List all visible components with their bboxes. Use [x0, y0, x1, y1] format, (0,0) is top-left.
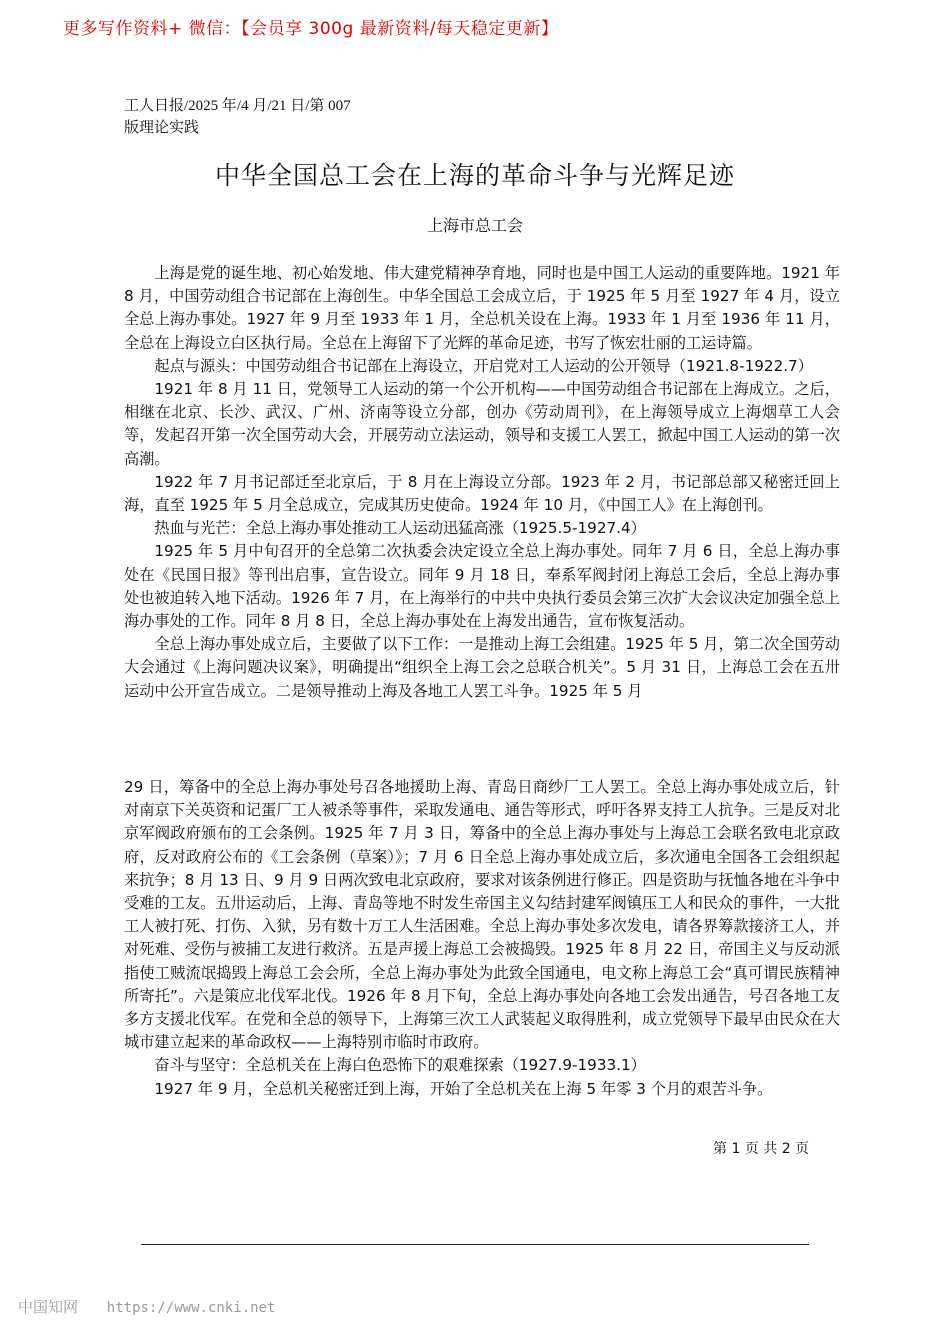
- article-author: 上海市总工会: [426, 216, 523, 235]
- promo-banner: 更多写作资料+ 微信：【会员享 300g 最新资料/每天稳定更新】: [63, 19, 559, 39]
- source-info-line-1: 工人日报/2025 年/4 月/21 日/第 007: [124, 98, 351, 114]
- paragraph: 1922 年 7 月书记部迁至北京后，于 8 月在上海设立分部。1923 年 2 月，书记部总部又秘密迁回上海，直至 1925 年 5 月全总成立，完成其历史使命。1924 年 10 月，《中国工人》在上海创刊。: [124, 472, 840, 515]
- paragraph-intro: 上海是党的诞生地、初心始发地、伟大建党精神孕育地，同时也是中国工人运动的重要阵地。1921 年 8 月，中国劳动组合书记部在上海创生。中华全国总工会成立后，于 1925 年 5 月至 1927 年 4 月，设立全总上海办事处。1927 年 9 月至 1933 年 1 月，全总机关设在上海。1933 年 1 月至 1936 年 11 月，全总在上海设立白区执行局。全总在上海留下了光辉的革命足迹，书写了恢宏壮丽的工运诗篇。: [124, 264, 840, 352]
- section-heading-origin: 起点与源头：中国劳动组合书记部在上海设立，开启党对工人运动的公开领导（1921.8-1922.7）: [154, 356, 813, 375]
- section-heading-struggle: 奋斗与坚守：全总机关在上海白色恐怖下的艰难探索（1927.9-1933.1）: [154, 1056, 646, 1075]
- paragraph: 1927 年 9 月，全总机关秘密迁到上海，开始了全总机关在上海 5 年零 3 个月的艰苦斗争。: [154, 1079, 773, 1098]
- cnki-watermark: [18, 1296, 275, 1317]
- section-heading-passion: 热血与光芒：全总上海办事处推动工人运动迅猛高涨（1925.5-1927.4）: [154, 519, 646, 538]
- paragraph: 1921 年 8 月 11 日，党领导工人运动的第一个公开机构——中国劳动组合书记部在上海成立。之后，相继在北京、长沙、武汉、广州、济南等设立分部，创办《劳动周刊》，在上海领导成立上海烟草工人会等，发起召开第一次全国劳动大会，开展劳动立法运动，领导和支援工人罢工，掀起中国工人运动的第一次高潮。: [124, 380, 840, 468]
- paragraph: 全总上海办事处成立后，主要做了以下工作：一是推动上海工会组建。1925 年 5 月，第二次全国劳动大会通过《上海问题决议案》，明确提出“组织全上海工会之总联合机关”。5 月 31 日，上海总工会在五卅运动中公开宣告成立。二是领导推动上海及各地工人罢工斗争。1925 年 5 月: [124, 635, 840, 700]
- page-indicator: 第 1 页 共 2 页: [713, 1141, 810, 1157]
- paragraph: 1925 年 5 月中旬召开的全总第二次执委会决定设立全总上海办事处。同年 7 月 6 日，全总上海办事处在《民国日报》等刊出启事，宣告设立。同年 9 月 18 日，奉系军阀封闭上海总工会后，全总上海办事处也被迫转入地下活动。1926 年 7 月，在上海举行的中共中央执行委员会第三次扩大会议决定加强全总上海办事处的工作。同年 8 月 8 日，全总上海办事处在上海发出通告，宣布恢复活动。: [124, 542, 840, 631]
- article-body-part-2: [124, 776, 840, 1101]
- article-body-part-1: [124, 262, 840, 703]
- paragraph-continued: 29 日，筹备中的全总上海办事处号召各地援助上海、青岛日商纱厂工人罢工。全总上海办事处成立后，针对南京下关英资和记蛋厂工人被杀等事件，采取发通电、通告等形式，呼吁各界支持工人抗争。三是反对北京军阀政府颁布的工会条例。1925 年 7 月 3 日，筹备中的全总上海办事处与上海总工会联名致电北京政府，反对政府公布的《工会条例（草案）》；7 月 6 日全总上海办事处成立后，多次通电全国各工会组织起来抗争；8 月 13 日、9 月 9 日两次致电北京政府，要求对该条例进行修正。四是资助与抚恤各地在斗争中受难的工友。五卅运动后，上海、青岛等地不时发生帝国主义勾结封建军阀镇压工人和民众的事件，一大批工人被打死、打伤、入狱，另有数十万工人生活困难。全总上海办事处多次发电，请各界筹款接济工人，并对死难、受伤与被捕工友进行救济。五是声援上海总工会被捣毁。1925 年 8 月 22 日，帝国主义与反动派指使工贼流氓捣毁上海总工会会所，全总上海办事处为此致全国通电，电文称上海总工会“真可谓民族精神所寄托”。六是策应北伐军北伐。1926 年 8 月下旬，全总上海办事处向各地工会发出通告，号召各地工友多方支援北伐军。在党和全总的领导下，上海第三次工人武装起义取得胜利，成立党领导下最早由民众在大城市建立起来的革命政权——上海特别市临时市政府。: [124, 778, 840, 1052]
- watermark-name: 中国知网: [18, 1298, 79, 1316]
- source-info-line-2: 版理论实践: [124, 120, 200, 136]
- article-title: 中华全国总工会在上海的革命斗争与光辉足迹: [214, 161, 735, 190]
- watermark-url: https://www.cnki.net: [106, 1300, 276, 1316]
- footer-divider: [141, 1244, 809, 1245]
